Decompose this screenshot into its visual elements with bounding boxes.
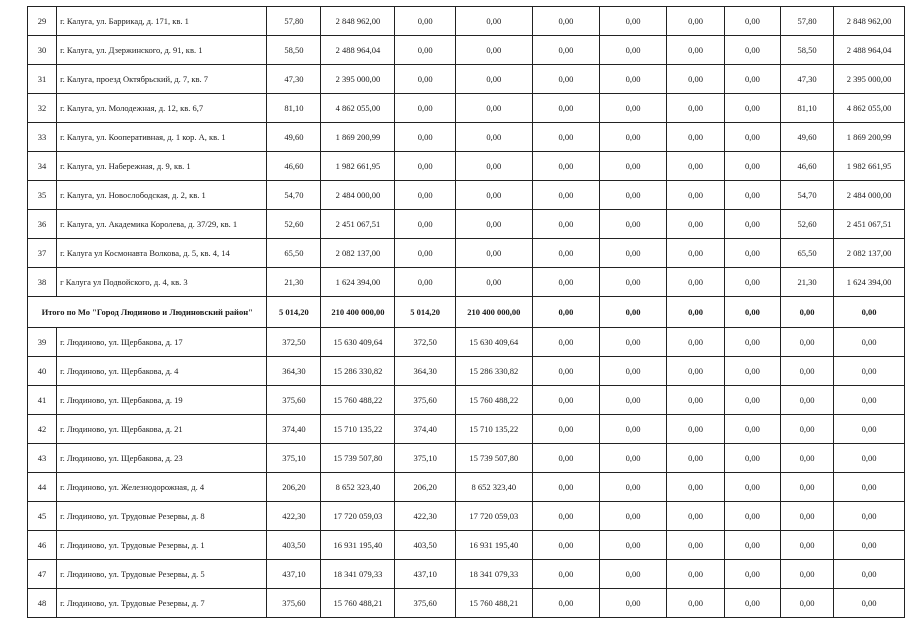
address-cell: г. Людиново, ул. Щербакова, д. 23 — [57, 444, 267, 473]
value-cell: 0,00 — [834, 297, 905, 328]
value-cell: 8 652 323,40 — [321, 473, 395, 502]
value-cell: 57,80 — [267, 7, 321, 36]
value-cell: 437,10 — [395, 560, 455, 589]
total-label: Итого по Мо "Город Людиново и Людиновский район" — [28, 297, 267, 328]
value-cell: 0,00 — [532, 152, 599, 181]
table-row — [28, 589, 905, 618]
address-cell: г. Калуга ул Космонавта Волкова, д. 5, кв. 4, 14 — [57, 239, 267, 268]
value-cell: 0,00 — [600, 473, 667, 502]
address-cell: г. Людиново, ул. Щербакова, д. 4 — [57, 357, 267, 386]
value-cell: 0,00 — [600, 181, 667, 210]
value-cell: 0,00 — [600, 415, 667, 444]
value-cell: 17 720 059,03 — [321, 502, 395, 531]
value-cell: 0,00 — [600, 297, 667, 328]
row-number: 32 — [28, 94, 57, 123]
row-number: 38 — [28, 268, 57, 297]
value-cell: 0,00 — [532, 210, 599, 239]
value-cell: 0,00 — [724, 560, 780, 589]
address-cell: г. Калуга, ул. Кооперативная, д. 1 кор. А, кв. 1 — [57, 123, 267, 152]
value-cell: 0,00 — [532, 560, 599, 589]
value-cell: 2 451 067,51 — [321, 210, 395, 239]
value-cell: 15 286 330,82 — [321, 357, 395, 386]
value-cell: 0,00 — [724, 123, 780, 152]
value-cell: 0,00 — [834, 502, 905, 531]
value-cell: 0,00 — [667, 502, 725, 531]
value-cell: 0,00 — [667, 123, 725, 152]
value-cell: 0,00 — [724, 65, 780, 94]
value-cell: 0,00 — [834, 415, 905, 444]
value-cell: 0,00 — [532, 357, 599, 386]
value-cell: 403,50 — [395, 531, 455, 560]
value-cell: 0,00 — [600, 123, 667, 152]
value-cell: 0,00 — [395, 123, 455, 152]
value-cell: 1 869 200,99 — [834, 123, 905, 152]
row-number: 45 — [28, 502, 57, 531]
value-cell: 0,00 — [532, 123, 599, 152]
value-cell: 0,00 — [780, 589, 833, 618]
value-cell: 0,00 — [667, 297, 725, 328]
value-cell: 0,00 — [724, 589, 780, 618]
value-cell: 46,60 — [267, 152, 321, 181]
value-cell: 0,00 — [724, 152, 780, 181]
value-cell: 0,00 — [600, 239, 667, 268]
value-cell: 15 630 409,64 — [455, 328, 532, 357]
value-cell: 0,00 — [834, 357, 905, 386]
value-cell: 0,00 — [532, 328, 599, 357]
table-row — [28, 210, 905, 239]
value-cell: 1 869 200,99 — [321, 123, 395, 152]
value-cell: 0,00 — [667, 415, 725, 444]
value-cell: 0,00 — [395, 268, 455, 297]
value-cell: 0,00 — [532, 502, 599, 531]
value-cell: 0,00 — [395, 36, 455, 65]
value-cell: 0,00 — [455, 268, 532, 297]
value-cell: 2 451 067,51 — [834, 210, 905, 239]
value-cell: 2 395 000,00 — [834, 65, 905, 94]
value-cell: 0,00 — [667, 268, 725, 297]
address-cell: г. Людиново, ул. Трудовые Резервы, д. 7 — [57, 589, 267, 618]
value-cell: 0,00 — [724, 210, 780, 239]
row-number: 43 — [28, 444, 57, 473]
value-cell: 46,60 — [780, 152, 833, 181]
value-cell: 374,40 — [395, 415, 455, 444]
value-cell: 364,30 — [395, 357, 455, 386]
value-cell: 0,00 — [667, 181, 725, 210]
value-cell: 0,00 — [724, 268, 780, 297]
table-row — [28, 268, 905, 297]
table-row — [28, 473, 905, 502]
value-cell: 0,00 — [780, 444, 833, 473]
value-cell: 49,60 — [780, 123, 833, 152]
row-number: 35 — [28, 181, 57, 210]
table-row — [28, 152, 905, 181]
value-cell: 0,00 — [780, 473, 833, 502]
value-cell: 0,00 — [600, 357, 667, 386]
value-cell: 0,00 — [532, 444, 599, 473]
value-cell: 437,10 — [267, 560, 321, 589]
address-cell: г. Людиново, ул. Трудовые Резервы, д. 1 — [57, 531, 267, 560]
value-cell: 0,00 — [455, 210, 532, 239]
address-cell: г. Калуга, ул. Молодежная, д. 12, кв. 6,7 — [57, 94, 267, 123]
value-cell: 0,00 — [724, 7, 780, 36]
value-cell: 65,50 — [780, 239, 833, 268]
value-cell: 15 760 488,21 — [321, 589, 395, 618]
value-cell: 15 710 135,22 — [455, 415, 532, 444]
value-cell: 0,00 — [600, 268, 667, 297]
address-cell: г. Людиново, ул. Щербакова, д. 19 — [57, 386, 267, 415]
value-cell: 0,00 — [395, 7, 455, 36]
table-row — [28, 386, 905, 415]
value-cell: 15 286 330,82 — [455, 357, 532, 386]
value-cell: 0,00 — [724, 531, 780, 560]
row-number: 41 — [28, 386, 57, 415]
value-cell: 0,00 — [395, 181, 455, 210]
value-cell: 0,00 — [667, 589, 725, 618]
value-cell: 206,20 — [267, 473, 321, 502]
value-cell: 0,00 — [600, 386, 667, 415]
value-cell: 0,00 — [600, 65, 667, 94]
table-row — [28, 357, 905, 386]
value-cell: 15 630 409,64 — [321, 328, 395, 357]
value-cell: 403,50 — [267, 531, 321, 560]
address-cell: г. Калуга, ул. Дзержинского, д. 91, кв. 1 — [57, 36, 267, 65]
value-cell: 0,00 — [667, 36, 725, 65]
value-cell: 0,00 — [667, 473, 725, 502]
value-cell: 18 341 079,33 — [321, 560, 395, 589]
value-cell: 0,00 — [532, 36, 599, 65]
value-cell: 422,30 — [267, 502, 321, 531]
table-row — [28, 7, 905, 36]
value-cell: 0,00 — [600, 94, 667, 123]
value-cell: 17 720 059,03 — [455, 502, 532, 531]
row-number: 34 — [28, 152, 57, 181]
value-cell: 0,00 — [395, 94, 455, 123]
value-cell: 0,00 — [532, 386, 599, 415]
value-cell: 57,80 — [780, 7, 833, 36]
value-cell: 0,00 — [834, 560, 905, 589]
value-cell: 0,00 — [600, 152, 667, 181]
table-row — [28, 36, 905, 65]
value-cell: 58,50 — [780, 36, 833, 65]
value-cell: 2 488 964,04 — [321, 36, 395, 65]
value-cell: 52,60 — [267, 210, 321, 239]
address-cell: г. Калуга, проезд Октябрьский, д. 7, кв. 7 — [57, 65, 267, 94]
value-cell: 210 400 000,00 — [455, 297, 532, 328]
value-cell: 2 395 000,00 — [321, 65, 395, 94]
value-cell: 0,00 — [667, 239, 725, 268]
value-cell: 374,40 — [267, 415, 321, 444]
value-cell: 422,30 — [395, 502, 455, 531]
housing-program-table — [27, 6, 905, 618]
table-row — [28, 181, 905, 210]
row-number: 37 — [28, 239, 57, 268]
table-row — [28, 65, 905, 94]
value-cell: 81,10 — [267, 94, 321, 123]
value-cell: 0,00 — [532, 297, 599, 328]
value-cell: 0,00 — [724, 444, 780, 473]
value-cell: 0,00 — [455, 65, 532, 94]
row-number: 33 — [28, 123, 57, 152]
value-cell: 8 652 323,40 — [455, 473, 532, 502]
value-cell: 0,00 — [780, 297, 833, 328]
value-cell: 375,60 — [267, 589, 321, 618]
value-cell: 2 488 964,04 — [834, 36, 905, 65]
table-row — [28, 328, 905, 357]
row-number: 46 — [28, 531, 57, 560]
value-cell: 1 624 394,00 — [834, 268, 905, 297]
value-cell: 0,00 — [724, 473, 780, 502]
value-cell: 0,00 — [724, 94, 780, 123]
value-cell: 15 710 135,22 — [321, 415, 395, 444]
value-cell: 0,00 — [532, 239, 599, 268]
value-cell: 65,50 — [267, 239, 321, 268]
address-cell: г. Людиново, ул. Трудовые Резервы, д. 8 — [57, 502, 267, 531]
value-cell: 0,00 — [532, 415, 599, 444]
value-cell: 0,00 — [834, 386, 905, 415]
value-cell: 0,00 — [724, 328, 780, 357]
value-cell: 2 082 137,00 — [321, 239, 395, 268]
value-cell: 54,70 — [780, 181, 833, 210]
value-cell: 0,00 — [600, 7, 667, 36]
value-cell: 375,10 — [267, 444, 321, 473]
value-cell: 372,50 — [395, 328, 455, 357]
row-number: 47 — [28, 560, 57, 589]
row-number: 29 — [28, 7, 57, 36]
value-cell: 21,30 — [780, 268, 833, 297]
value-cell: 0,00 — [724, 502, 780, 531]
value-cell: 0,00 — [667, 560, 725, 589]
value-cell: 0,00 — [780, 415, 833, 444]
table-row — [28, 560, 905, 589]
value-cell: 0,00 — [834, 589, 905, 618]
value-cell: 0,00 — [834, 531, 905, 560]
value-cell: 0,00 — [600, 210, 667, 239]
value-cell: 0,00 — [532, 7, 599, 36]
value-cell: 0,00 — [455, 36, 532, 65]
value-cell: 0,00 — [780, 502, 833, 531]
value-cell: 54,70 — [267, 181, 321, 210]
value-cell: 58,50 — [267, 36, 321, 65]
value-cell: 0,00 — [600, 560, 667, 589]
value-cell: 0,00 — [724, 357, 780, 386]
value-cell: 375,10 — [395, 444, 455, 473]
table-row — [28, 123, 905, 152]
value-cell: 375,60 — [267, 386, 321, 415]
value-cell: 0,00 — [724, 36, 780, 65]
value-cell: 0,00 — [780, 386, 833, 415]
value-cell: 0,00 — [455, 7, 532, 36]
table-row — [28, 444, 905, 473]
value-cell: 1 982 661,95 — [321, 152, 395, 181]
value-cell: 2 484 000,00 — [321, 181, 395, 210]
value-cell: 0,00 — [455, 152, 532, 181]
value-cell: 0,00 — [395, 239, 455, 268]
value-cell: 15 760 488,22 — [321, 386, 395, 415]
row-number: 39 — [28, 328, 57, 357]
address-cell: г. Людиново, ул. Трудовые Резервы, д. 5 — [57, 560, 267, 589]
row-number: 31 — [28, 65, 57, 94]
value-cell: 0,00 — [532, 268, 599, 297]
value-cell: 0,00 — [532, 473, 599, 502]
value-cell: 0,00 — [532, 94, 599, 123]
value-cell: 2 848 962,00 — [834, 7, 905, 36]
value-cell: 0,00 — [532, 531, 599, 560]
value-cell: 0,00 — [532, 181, 599, 210]
value-cell: 0,00 — [724, 386, 780, 415]
value-cell: 0,00 — [455, 239, 532, 268]
value-cell: 0,00 — [667, 444, 725, 473]
value-cell: 47,30 — [267, 65, 321, 94]
value-cell: 0,00 — [600, 444, 667, 473]
value-cell: 1 624 394,00 — [321, 268, 395, 297]
value-cell: 0,00 — [724, 297, 780, 328]
value-cell: 0,00 — [395, 210, 455, 239]
value-cell: 2 848 962,00 — [321, 7, 395, 36]
value-cell: 81,10 — [780, 94, 833, 123]
value-cell: 4 862 055,00 — [834, 94, 905, 123]
value-cell: 0,00 — [600, 531, 667, 560]
value-cell: 0,00 — [667, 357, 725, 386]
value-cell: 0,00 — [724, 181, 780, 210]
value-cell: 0,00 — [780, 328, 833, 357]
value-cell: 16 931 195,40 — [455, 531, 532, 560]
value-cell: 0,00 — [600, 589, 667, 618]
value-cell: 0,00 — [667, 65, 725, 94]
value-cell: 16 931 195,40 — [321, 531, 395, 560]
value-cell: 15 739 507,80 — [321, 444, 395, 473]
value-cell: 0,00 — [667, 386, 725, 415]
value-cell: 0,00 — [395, 65, 455, 94]
value-cell: 375,60 — [395, 386, 455, 415]
value-cell: 0,00 — [667, 531, 725, 560]
address-cell: г Калуга ул Подвойского, д. 4, кв. 3 — [57, 268, 267, 297]
value-cell: 0,00 — [667, 328, 725, 357]
table-row — [28, 415, 905, 444]
value-cell: 18 341 079,33 — [455, 560, 532, 589]
value-cell: 0,00 — [667, 94, 725, 123]
value-cell: 375,60 — [395, 589, 455, 618]
value-cell: 372,50 — [267, 328, 321, 357]
row-number: 42 — [28, 415, 57, 444]
address-cell: г. Калуга, ул. Новослободская, д. 2, кв. 1 — [57, 181, 267, 210]
value-cell: 15 760 488,21 — [455, 589, 532, 618]
row-number: 40 — [28, 357, 57, 386]
total-row — [28, 297, 905, 328]
value-cell: 0,00 — [780, 560, 833, 589]
value-cell: 0,00 — [780, 531, 833, 560]
value-cell: 0,00 — [834, 473, 905, 502]
value-cell: 0,00 — [667, 152, 725, 181]
address-cell: г. Калуга, ул. Баррикад, д. 171, кв. 1 — [57, 7, 267, 36]
value-cell: 0,00 — [455, 181, 532, 210]
value-cell: 210 400 000,00 — [321, 297, 395, 328]
row-number: 44 — [28, 473, 57, 502]
value-cell: 206,20 — [395, 473, 455, 502]
address-cell: г. Калуга, ул. Академика Королева, д. 37/29, кв. 1 — [57, 210, 267, 239]
row-number: 30 — [28, 36, 57, 65]
value-cell: 0,00 — [780, 357, 833, 386]
value-cell: 0,00 — [724, 239, 780, 268]
table-body — [28, 7, 905, 618]
value-cell: 0,00 — [834, 444, 905, 473]
value-cell: 47,30 — [780, 65, 833, 94]
value-cell: 5 014,20 — [395, 297, 455, 328]
address-cell: г. Людиново, ул. Щербакова, д. 21 — [57, 415, 267, 444]
value-cell: 0,00 — [724, 415, 780, 444]
value-cell: 0,00 — [455, 123, 532, 152]
value-cell: 0,00 — [667, 210, 725, 239]
row-number: 36 — [28, 210, 57, 239]
value-cell: 0,00 — [455, 94, 532, 123]
value-cell: 4 862 055,00 — [321, 94, 395, 123]
value-cell: 2 484 000,00 — [834, 181, 905, 210]
address-cell: г. Калуга, ул. Набережная, д. 9, кв. 1 — [57, 152, 267, 181]
value-cell: 0,00 — [532, 589, 599, 618]
value-cell: 0,00 — [600, 502, 667, 531]
value-cell: 15 760 488,22 — [455, 386, 532, 415]
value-cell: 0,00 — [395, 152, 455, 181]
value-cell: 364,30 — [267, 357, 321, 386]
value-cell: 21,30 — [267, 268, 321, 297]
value-cell: 0,00 — [667, 7, 725, 36]
value-cell: 52,60 — [780, 210, 833, 239]
table-row — [28, 239, 905, 268]
value-cell: 1 982 661,95 — [834, 152, 905, 181]
value-cell: 15 739 507,80 — [455, 444, 532, 473]
address-cell: г. Людиново, ул. Щербакова, д. 17 — [57, 328, 267, 357]
table-row — [28, 94, 905, 123]
row-number: 48 — [28, 589, 57, 618]
table-row — [28, 531, 905, 560]
value-cell: 0,00 — [532, 65, 599, 94]
table-row — [28, 502, 905, 531]
value-cell: 5 014,20 — [267, 297, 321, 328]
value-cell: 0,00 — [834, 328, 905, 357]
address-cell: г. Людиново, ул. Железнодорожная, д. 4 — [57, 473, 267, 502]
value-cell: 0,00 — [600, 36, 667, 65]
value-cell: 2 082 137,00 — [834, 239, 905, 268]
value-cell: 49,60 — [267, 123, 321, 152]
value-cell: 0,00 — [600, 328, 667, 357]
